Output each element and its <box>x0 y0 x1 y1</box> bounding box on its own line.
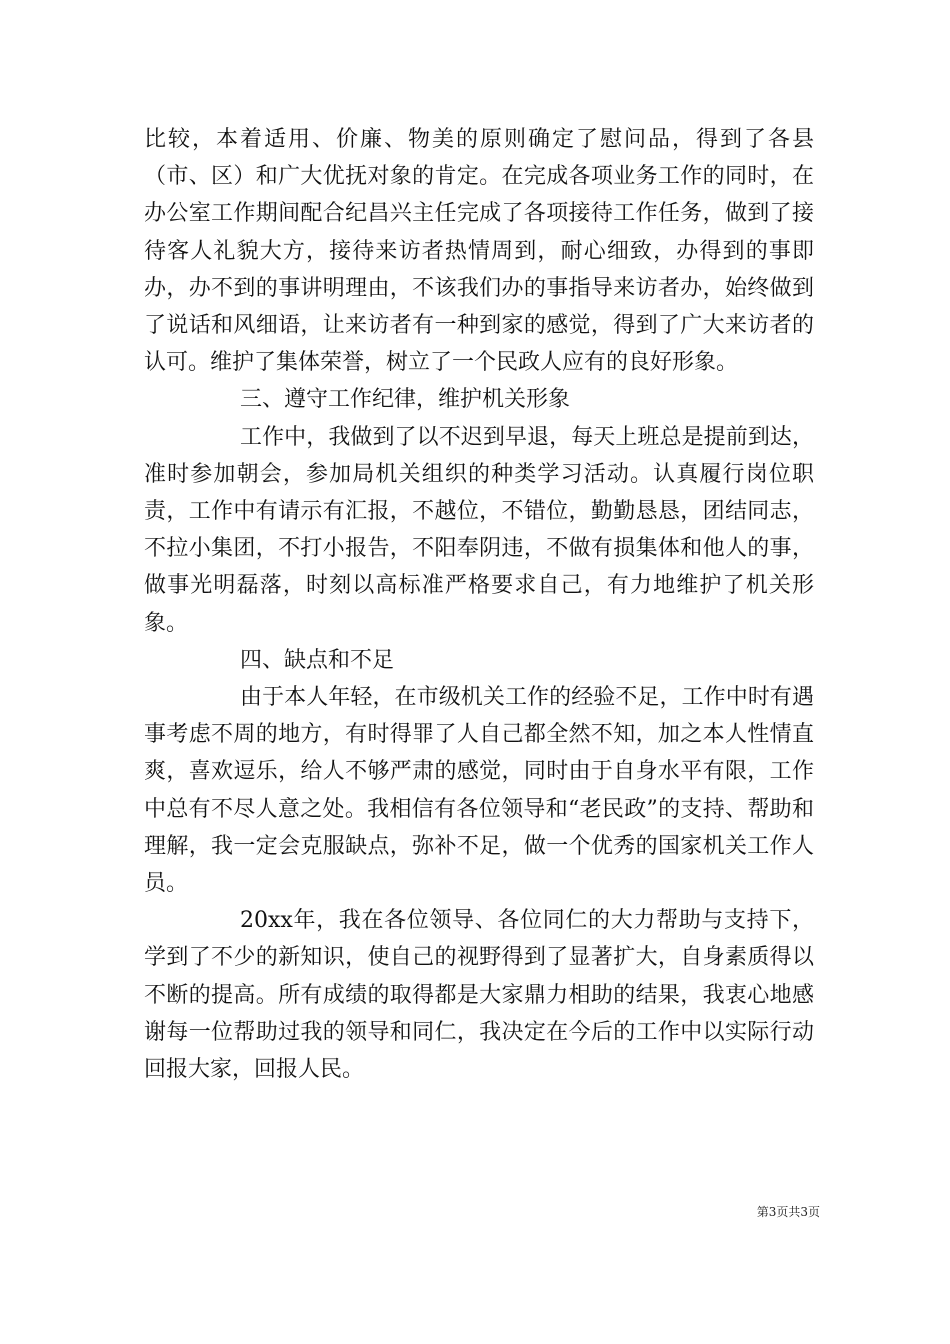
paragraph-continued: 比较，本着适用、价廉、物美的原则确定了慰问品，得到了各县（市、区）和广大优抚对象的肯定。在完成各项业务工作的同时，在办公室工作期间配合纪昌兴主任完成了各项接待工作任务，做到了接待客人礼貌大方，接待来访者热情周到，耐心细致，办得到的事即办，办不到的事讲明理由，不该我们办的事指导来访者办，始终做到了说话和风细语，让来访者有一种到家的感觉，得到了广大来访者的认可。维护了集体荣誉，树立了一个民政人应有的良好形象。 <box>144 127 814 376</box>
section-heading-4: 四、缺点和不足 <box>240 647 395 673</box>
paragraph-shortcomings: 由于本人年轻，在市级机关工作的经验不足，工作中时有遇事考虑不周的地方，有时得罪了人自己都全然不知，加之本人性情直爽，喜欢逗乐，给人不够严肃的感觉，同时由于自身水平有限，工作中总有不尽人意之处。我相信有各位领导和“老民政”的支持、帮助和理解，我一定会克服缺点，弥补不足，做一个优秀的国家机关工作人员。 <box>144 685 814 897</box>
page-number-footer: 第3页共3页 <box>756 1205 820 1219</box>
section-heading-3: 三、遵守工作纪律，维护机关形象 <box>240 387 571 413</box>
paragraph-conclusion: 20xx年，我在各位领导、各位同仁的大力帮助与支持下，学到了不少的新知识，使自己的视野得到了显著扩大，自身素质得以不断的提高。所有成绩的取得都是大家鼎力相助的结果，我衷心地感谢每一位帮助过我的领导和同仁，我决定在今后的工作中以实际行动回报大家，回报人民。 <box>144 908 814 1083</box>
document-body <box>144 121 814 1088</box>
paragraph-discipline: 工作中，我做到了以不迟到早退，每天上班总是提前到达，准时参加朝会，参加局机关组织的种类学习活动。认真履行岗位职责，工作中有请示有汇报，不越位，不错位，勤勤恳恳，团结同志，不拉小集团，不打小报告，不阳奉阴违，不做有损集体和他人的事，做事光明磊落，时刻以高标准严格要求自己，有力地维护了机关形象。 <box>144 424 814 636</box>
